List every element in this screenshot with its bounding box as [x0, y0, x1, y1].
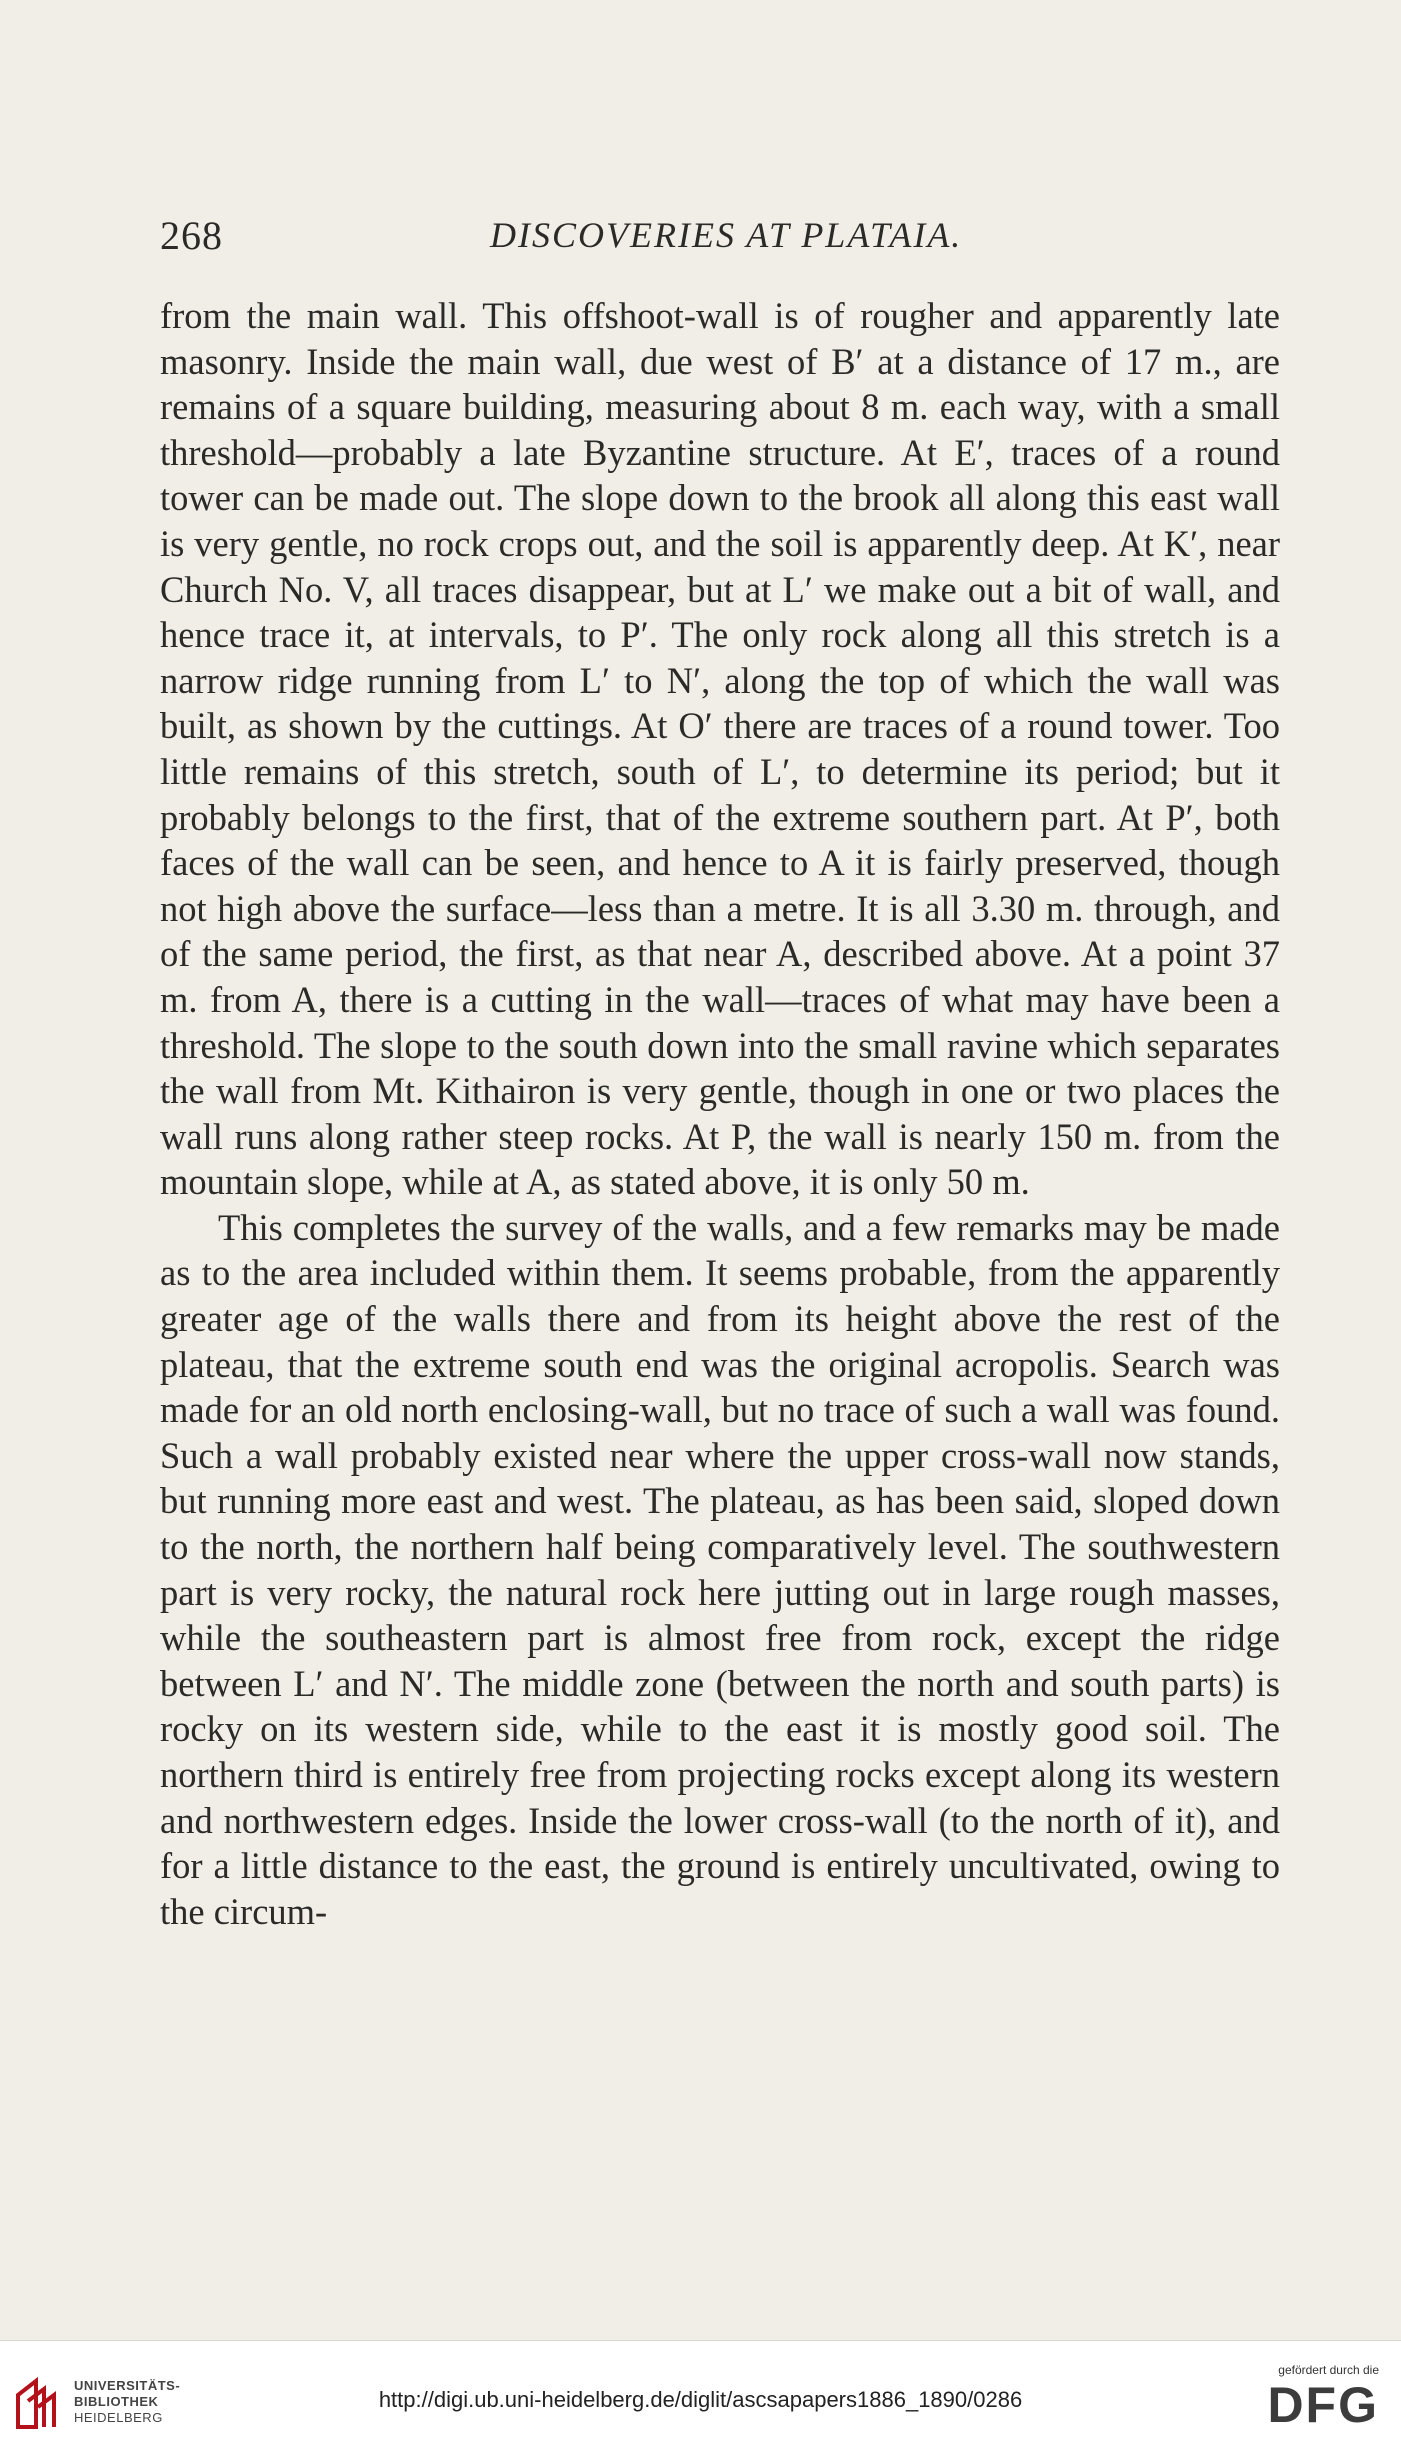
funded-by-label: gefördert durch die — [1278, 2363, 1379, 2377]
library-city: HEIDELBERG — [74, 2410, 163, 2425]
dfg-logo: DFG — [1267, 2377, 1379, 2433]
running-head — [160, 212, 1280, 262]
paragraph-1: from the main wall. This offshoot-wall is of rougher and apparently late masonry. Inside the main wall, due west of B′ at a distance of 17 m., are remains of a square building, measuring about 8 m. each way, with a small threshold—probably a late Byzantine structure. At E′, traces of a round tower can be made out. The slope down to the brook all along this east wall is very gentle, no rock crops out, and the soil is apparently deep. At K′, near Church No. V, all traces disappear, but at L′ we make out a bit of wall, and hence trace it, at intervals, to P′. The only rock along all this stretch is a narrow ridge running from L′ to N′, along the top of which the wall was built, as shown by the cuttings. At O′ there are traces of a round tower. Too little remains of this stretch, south of L′, to determine its period; but it probably belongs to the first, that of the extreme southern part. At P′, both faces of the wall can be seen, and hence to A it is fairly preserved, though not high above the surface—less than a metre. It is all 3.30 m. through, and of the same period, the first, as that near A, described above. At a point 37 m. from A, there is a cutting in the wall—traces of what may have been a threshold. The slope to the south down into the small ravine which separates the wall from Mt. Kithairon is very gentle, though in one or two places the wall runs along rather steep rocks. At P, the wall is nearly 150 m. from the mountain slope, while at A, as stated above, it is only 50 m. — [160, 295, 1280, 1203]
paragraph-2: This completes the survey of the walls, and a few remarks may be made as to the area included within them. It seems probable, from the apparently greater age of the walls there and from its height above the rest of the plateau, that the extreme south end was the original acropolis. Search was made for an old north enclosing-wall, but no trace of such a wall was found. Such a wall probably existed near where the upper cross-wall now stands, but running more east and west. The plateau, as has been said, sloped down to the north, the northern half being comparatively level. The southwestern part is very rocky, the natural rock here jutting out in large rough masses, while the southeastern part is almost free from rock, except the ridge between L′ and N′. The middle zone (between the north and south parts) is rocky on its western side, while to the east it is mostly good soil. The northern third is entirely free from projecting rocks except along its western and northwestern edges. Inside the lower cross-wall (to the north of it), and for a little distance to the east, the ground is entirely uncultivated, owing to the circum- — [160, 1206, 1280, 1932]
running-title: DISCOVERIES AT PLATAIA. — [490, 215, 963, 255]
page-number: 268 — [160, 213, 223, 258]
library-name-line-1: UNIVERSITÄTS- — [74, 2378, 181, 2393]
dfg-funding — [1239, 2363, 1379, 2433]
permalink-url[interactable]: http://digi.ub.uni-heidelberg.de/diglit/ascsapapers1886_1890/0286 — [378, 2387, 1023, 2412]
library-name-line-2: BIBLIOTHEK — [74, 2394, 159, 2409]
digitization-footer — [0, 2340, 1401, 2450]
body-text — [160, 293, 1280, 1934]
